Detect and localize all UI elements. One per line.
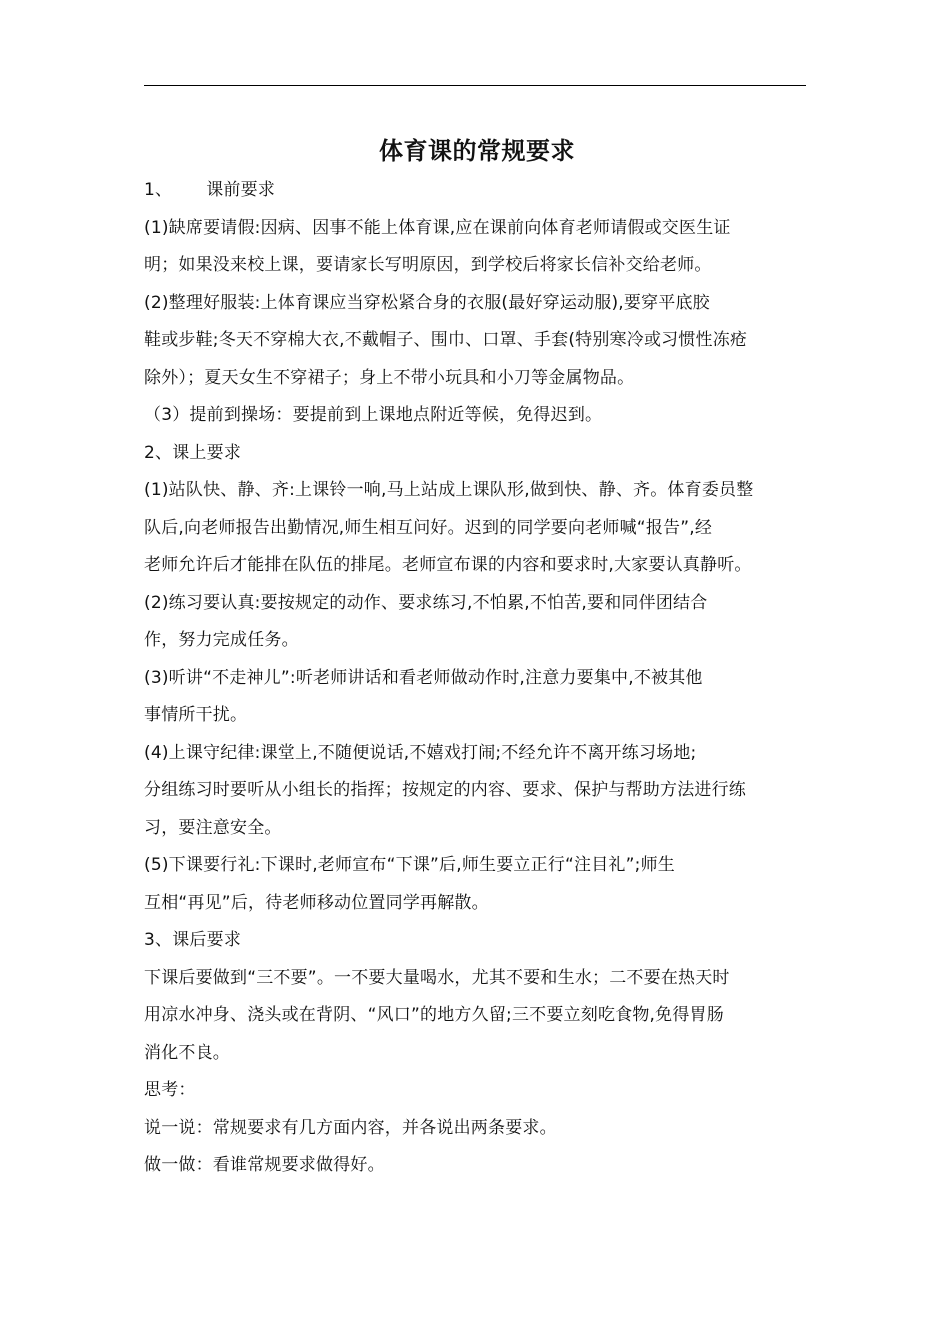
paragraph-line: 用凉水冲身、浇头或在背阴、“风口”的地方久留;三不要立刻吃食物,免得胃肠 [144,1005,724,1025]
section-number: 1、 [144,180,173,200]
paragraph-line: 互相“再见”后，待老师移动位置同学再解散。 [144,892,489,913]
paragraph-line: (5)下课要行礼:下课时,老师宣布“下课”后,师生要立正行“注目礼”;师生 [144,855,675,875]
paragraph-line: 老师允许后才能排在队伍的排尾。老师宣布课的内容和要求时,大家要认真静听。 [144,555,752,575]
thinking-heading: 思考： [144,1080,196,1100]
document-title: 体育课的常规要求 [379,137,575,165]
paragraph-line: 作，努力完成任务。 [144,630,299,650]
paragraph-line: （3）提前到操场：要提前到上课地点附近等候，免得迟到。 [144,405,603,425]
question-line: 说一说：常规要求有几方面内容，并各说出两条要求。 [144,1117,557,1138]
paragraph-line: 事情所干扰。 [144,705,248,725]
paragraph-line: 队后,向老师报告出勤情况,师生相互问好。迟到的同学要向老师喊“报告”,经 [144,517,713,538]
section-2-heading: 2、课上要求 [144,442,242,463]
question-line: 做一做：看谁常规要求做得好。 [144,1155,385,1175]
section-1-heading [144,172,822,210]
paragraph-line: 明；如果没来校上课，要请家长写明原因，到学校后将家长信补交给老师。 [144,255,712,275]
paragraph-line: 习，要注意安全。 [144,817,282,838]
header-rule [144,85,806,86]
section-3-heading: 3、课后要求 [144,930,242,950]
paragraph-line: (1)缺席要请假:因病、因事不能上体育课,应在课前向体育老师请假或交医生证 [144,217,731,238]
paragraph-line: (2)整理好服装:上体育课应当穿松紧合身的衣服(最好穿运动服),要穿平底胶 [144,292,710,313]
section-title: 课前要求 [206,180,276,200]
paragraph-line: (1)站队快、静、齐:上课铃一响,马上站成上课队形,做到快、静、齐。体育委员整 [144,480,754,500]
paragraph-line: 分组练习时要听从小组长的指挥；按规定的内容、要求、保护与帮助方法进行练 [144,780,746,800]
paragraph-line: 除外）；夏天女生不穿裙子；身上不带小玩具和小刀等金属物品。 [144,367,635,388]
paragraph-line: 鞋或步鞋;冬天不穿棉大衣,不戴帽子、围巾、口罩、手套(特别寒冷或习惯性冻疮 [144,330,748,350]
paragraph-line: 下课后要做到“三不要”。一不要大量喝水，尤其不要和生水；二不要在热天时 [144,967,730,988]
paragraph-line: (4)上课守纪律:课堂上,不随便说话,不嬉戏打闹;不经允许不离开练习场地; [144,742,697,763]
document-body [144,132,822,1185]
paragraph-line: (2)练习要认真:要按规定的动作、要求练习,不怕累,不怕苦,要和同伴团结合 [144,592,708,613]
paragraph-line: 消化不良。 [144,1042,230,1063]
paragraph-line: (3)听讲“不走神儿”:听老师讲话和看老师做动作时,注意力要集中,不被其他 [144,667,703,688]
